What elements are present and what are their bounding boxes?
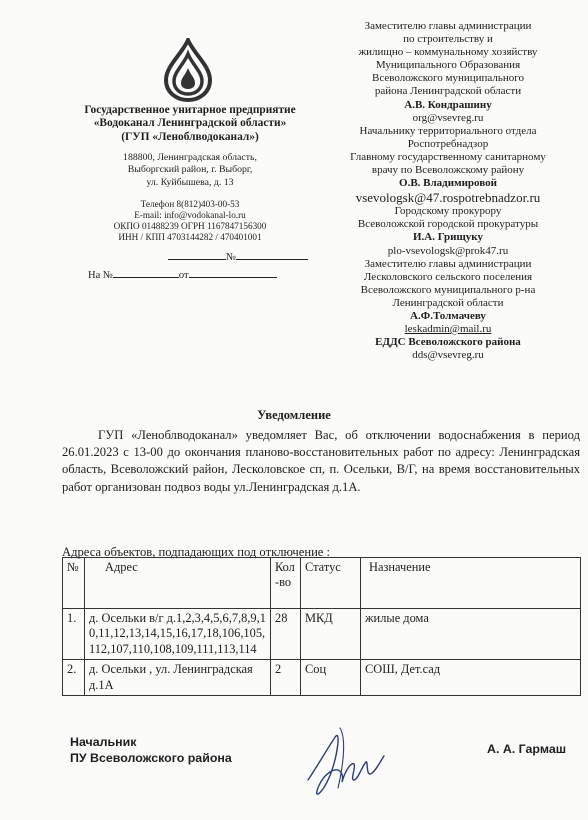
table-row (63, 660, 581, 696)
addressee-2 (322, 125, 574, 205)
organization-header (44, 104, 336, 244)
addressee-line: по строительству и (403, 33, 493, 46)
outage-table (62, 557, 581, 696)
addressee-name: О.В. Владимировой (399, 177, 497, 190)
org-address-line1: 188800, Ленинградская область, (123, 152, 257, 164)
org-name-line2: «Водоканал Ленинградской области» (93, 117, 287, 130)
addressee-4 (322, 258, 574, 337)
signer-name: А. А. Гармаш (487, 742, 567, 756)
addressee-line: Муниципального Образования (375, 59, 521, 72)
table-header-row (63, 558, 581, 609)
addressee-name: А.Ф.Толмачеву (410, 309, 486, 322)
table-caption: Адреса объектов, подпадающих под отключение : (62, 545, 331, 559)
addressee-name: А.В. Кондрашину (404, 98, 492, 111)
cell-count: 2 (271, 660, 301, 696)
outgoing-number-line (168, 248, 308, 263)
number-sign: № (226, 252, 237, 263)
addressee-line: Всеволожского муниципального (372, 72, 524, 85)
addressee-line: района Ленинградской области (374, 85, 522, 98)
cell-count: 28 (271, 609, 301, 660)
addressee-line: Заместителю главы администрации (364, 257, 532, 270)
addressee-line: Ленинградской области (392, 296, 504, 309)
signatory-position (70, 735, 232, 766)
addressee-line: Роспотребнадзор (407, 137, 489, 150)
handwritten-signature-icon (300, 722, 390, 802)
addressee-line: Заместителю главы администрации (364, 20, 532, 32)
addressee-line: жилищно – коммунальному хозяйству (358, 46, 538, 59)
cell-number: 2. (63, 660, 85, 696)
drop-logo-icon (160, 38, 216, 102)
cell-number: 1. (63, 609, 85, 660)
addressee-1 (322, 20, 574, 125)
addressee-line: врачу по Всеволожскому району (371, 164, 525, 177)
cell-purpose: СОШ, Дет.сад (361, 660, 581, 696)
addressee-line: Городскому прокурору (394, 205, 502, 218)
addressee-line: Главному государственному санитарному (350, 150, 546, 163)
addressee-email: plo-vsevologsk@prok47.ru (387, 244, 509, 257)
org-name-line1: Государственное унитарное предприятие (84, 104, 296, 116)
table-row (63, 609, 581, 660)
cell-address: д. Осельки в/г д.1,2,3,4,5,6,7,8,9,10,11,12,13,14,15,16,17,18,106,105,112,107,110,108,109,111,113,114 (85, 609, 271, 660)
org-okpo: ОКПО 01488239 ОГРН 1167847156300 (113, 221, 267, 232)
addressee-name: И.А. Грищуку (413, 231, 483, 244)
org-phone: Телефон 8(812)403-00-53 (140, 198, 240, 209)
org-address-line2: Выборгский район, г. Выборг, (127, 164, 253, 176)
addressee-email: dds@vsevreg.ru (412, 349, 484, 362)
addressee-email: vsevologsk@47.rospotrebnadzor.ru (355, 190, 541, 206)
header-purpose: Назначение (361, 558, 581, 609)
addressee-email: org@vsevreg.ru (412, 111, 484, 124)
notice-paragraph: ГУП «Леноблводоканал» уведомляет Вас, об отключении водоснабжения в период 26.01.2023 с 13-00 до окончания планово-восстановительных работ по адресу: Ленинградская область, Всеволожский район, Лесколовское сп, п. Осельки, В/Г, на время восстановительных работ организован подвоз воды ул.Ленинградская д.1А. (62, 428, 580, 494)
addressee-line: Лесколовского сельского поселения (363, 270, 533, 283)
addressee-name: ЕДДС Всеволожского района (375, 336, 521, 349)
ot-label: от (178, 270, 189, 281)
header-count: Кол-во (271, 558, 301, 609)
cell-status: МКД (301, 609, 361, 660)
header-address: Адрес (85, 558, 271, 609)
header-status: Статус (301, 558, 361, 609)
org-name-line3: (ГУП «Леноблводоканал») (121, 130, 259, 143)
addressee-line: Всеволожского муниципального р-на (360, 283, 536, 296)
org-email: E-mail: info@vodokanal-lo.ru (134, 210, 246, 221)
na-number-label: На № (88, 270, 113, 281)
header-number: № (63, 558, 85, 609)
reference-number-line (88, 266, 277, 281)
addressee-5 (322, 336, 574, 362)
org-inn: ИНН / КПП 4703144282 / 470401001 (118, 232, 262, 243)
cell-address: д. Осельки , ул. Ленинградская д.1А (85, 660, 271, 696)
notice-title: Уведомление (257, 408, 331, 422)
position-line: ПУ Всеволожского района (70, 750, 232, 765)
cell-purpose: жилые дома (361, 609, 581, 660)
addressee-3 (322, 205, 574, 257)
position-line: Начальник (70, 735, 137, 749)
cell-status: Соц (301, 660, 361, 696)
addressee-line: Начальнику территориального отдела (359, 124, 537, 137)
addressee-line: Всеволожской городской прокуратуры (357, 218, 539, 231)
addressee-email-link[interactable]: leskadmin@mail.ru (404, 323, 492, 336)
addressees-block (322, 20, 574, 362)
org-address-line3: ул. Куйбышева, д. 13 (146, 176, 234, 188)
